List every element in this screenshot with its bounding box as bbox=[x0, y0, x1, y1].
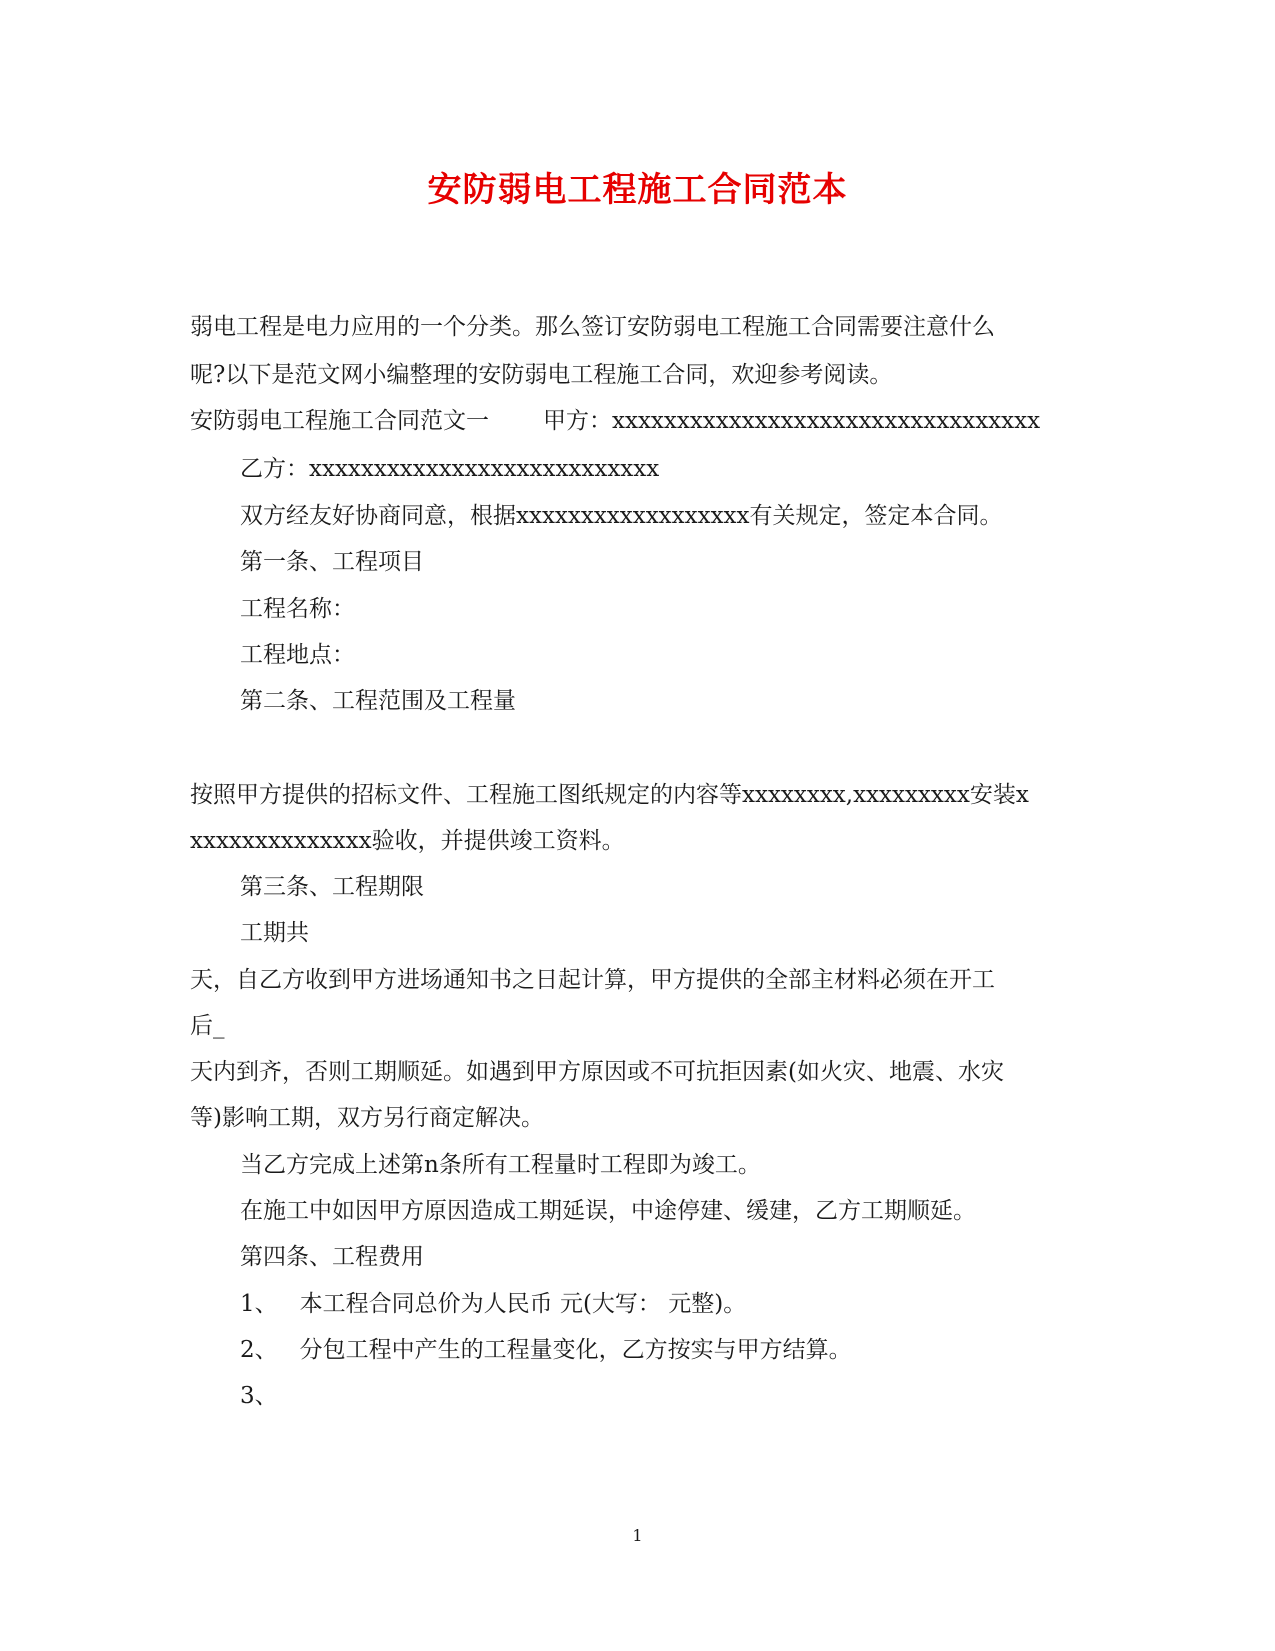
article-4-heading: 第四条、工程费用 bbox=[240, 1244, 424, 1270]
period-line-1: 工期共 bbox=[240, 920, 309, 946]
project-location: 工程地点： bbox=[240, 642, 355, 668]
fee-item-1-text: 本工程合同总价为人民币 元(大写： 元整)。 bbox=[299, 1291, 747, 1317]
fee-item-2 bbox=[240, 1335, 852, 1365]
period-line-4: 天内到齐，否则工期顺延。如遇到甲方原因或不可抗拒因素(如火灾、地震、水灾 bbox=[190, 1059, 1004, 1085]
sample-heading: 安防弱电工程施工合同范文一 bbox=[190, 408, 489, 434]
delay-line: 在施工中如因甲方原因造成工期延误，中途停建、缓建，乙方工期顺延。 bbox=[240, 1198, 976, 1224]
fee-item-3-number: 3、 bbox=[240, 1383, 278, 1409]
sample-heading-row bbox=[190, 406, 1040, 436]
article-1-heading: 第一条、工程项目 bbox=[240, 549, 424, 575]
fee-item-3 bbox=[240, 1381, 278, 1411]
period-line-3: 后_ bbox=[190, 1013, 225, 1039]
fee-item-2-text: 分包工程中产生的工程量变化，乙方按实与甲方结算。 bbox=[299, 1337, 852, 1363]
agreement-line: 双方经友好协商同意，根据xxxxxxxxxxxxxxxxxx有关规定，签定本合同。 bbox=[240, 503, 1003, 529]
fee-item-1-number: 1、 bbox=[240, 1291, 278, 1317]
fee-item-1 bbox=[240, 1289, 746, 1319]
completion-line: 当乙方完成上述第n条所有工程量时工程即为竣工。 bbox=[240, 1152, 761, 1178]
period-line-5: 等)影响工期，双方另行商定解决。 bbox=[190, 1105, 544, 1131]
party-a: 甲方：xxxxxxxxxxxxxxxxxxxxxxxxxxxxxxxxx bbox=[543, 408, 1041, 434]
period-line-2: 天，自乙方收到甲方进场通知书之日起计算，甲方提供的全部主材料必须在开工 bbox=[190, 967, 995, 993]
intro-line-2: 呢?以下是范文网小编整理的安防弱电工程施工合同，欢迎参考阅读。 bbox=[190, 362, 893, 388]
intro-line-1: 弱电工程是电力应用的一个分类。那么签订安防弱电工程施工合同需要注意什么 bbox=[190, 314, 995, 340]
article-3-heading: 第三条、工程期限 bbox=[240, 874, 424, 900]
project-name: 工程名称： bbox=[240, 596, 355, 622]
document-title: 安防弱电工程施工合同范本 bbox=[427, 170, 848, 210]
page-number: 1 bbox=[632, 1526, 643, 1545]
fee-item-2-number: 2、 bbox=[240, 1337, 278, 1363]
article-2-heading: 第二条、工程范围及工程量 bbox=[240, 688, 516, 714]
party-b: 乙方：xxxxxxxxxxxxxxxxxxxxxxxxxxx bbox=[240, 456, 660, 482]
scope-line-1: 按照甲方提供的招标文件、工程施工图纸规定的内容等xxxxxxxx,xxxxxxxxx安装x bbox=[190, 782, 1029, 808]
scope-line-2: xxxxxxxxxxxxxx验收，并提供竣工资料。 bbox=[190, 828, 625, 854]
